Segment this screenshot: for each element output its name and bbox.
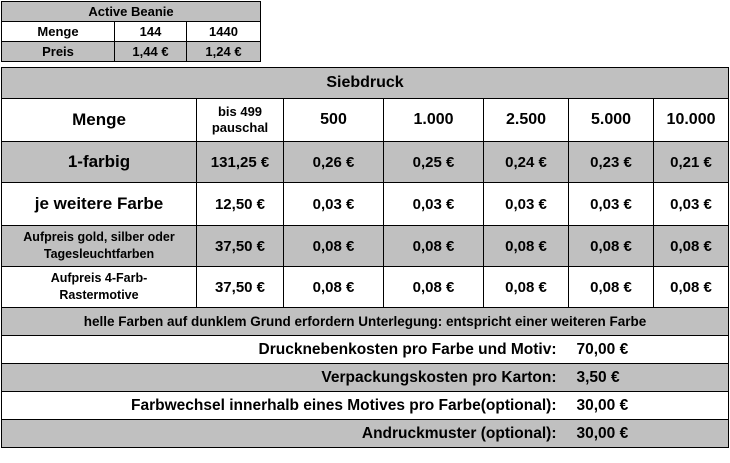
price-cell: 0,24 € — [484, 142, 569, 183]
price-cell: 0,08 € — [654, 267, 729, 308]
note-text: helle Farben auf dunklem Grund erfordern Unterlegung: entspricht einer weiteren Farbe — [2, 308, 729, 336]
row-label: je weitere Farbe — [2, 183, 197, 226]
price-cell: 12,50 € — [197, 183, 284, 226]
price-cell: 1,24 € — [187, 42, 261, 62]
price-cell: 1,44 € — [115, 42, 187, 62]
price-cell: 0,23 € — [569, 142, 654, 183]
table-row — [2, 183, 729, 226]
cost-row — [2, 392, 729, 420]
cost-row — [2, 336, 729, 364]
price-cell: 0,03 € — [569, 183, 654, 226]
price-cell: 0,03 € — [654, 183, 729, 226]
price-cell: 0,03 € — [384, 183, 484, 226]
quantity-header: 1.000 — [384, 99, 484, 142]
price-cell: 0,03 € — [484, 183, 569, 226]
quantity-cell: 1440 — [187, 22, 261, 42]
price-cell: 0,26 € — [284, 142, 384, 183]
flat-rate-line: pauschal — [211, 120, 269, 135]
table-row — [2, 226, 729, 267]
price-cell: 0,21 € — [654, 142, 729, 183]
price-cell: 0,08 € — [569, 226, 654, 267]
table-row — [2, 142, 729, 183]
price-label: Preis — [2, 42, 115, 62]
cost-row — [2, 364, 729, 392]
quantity-header: 2.500 — [484, 99, 569, 142]
cost-value: 30,00 € — [569, 392, 729, 420]
row-label-line: Tagesleuchtfarben — [43, 247, 155, 261]
flat-rate-line: bis 499 — [217, 104, 263, 119]
price-cell: 0,08 € — [384, 267, 484, 308]
cost-value: 70,00 € — [569, 336, 729, 364]
cost-value: 3,50 € — [569, 364, 729, 392]
price-cell: 0,08 € — [384, 226, 484, 267]
row-label-line: Rastermotive — [59, 288, 139, 302]
section-title: Siebdruck — [2, 68, 729, 99]
quantity-header-label: Menge — [2, 99, 197, 142]
price-cell: 0,08 € — [284, 267, 384, 308]
product-name: Active Beanie — [2, 2, 261, 22]
quantity-header: 5.000 — [569, 99, 654, 142]
quantity-header: 10.000 — [654, 99, 729, 142]
flat-rate-header — [197, 99, 284, 142]
cost-label: Farbwechsel innerhalb eines Motives pro Farbe(optional): — [2, 392, 569, 420]
price-cell: 37,50 € — [197, 267, 284, 308]
product-price-table — [1, 1, 261, 62]
row-label — [2, 267, 197, 308]
price-cell: 131,25 € — [197, 142, 284, 183]
quantity-header: 500 — [284, 99, 384, 142]
table-row — [2, 267, 729, 308]
cost-label: Verpackungskosten pro Karton: — [2, 364, 569, 392]
quantity-cell: 144 — [115, 22, 187, 42]
cost-label: Drucknebenkosten pro Farbe und Motiv: — [2, 336, 569, 364]
price-cell: 0,08 € — [484, 226, 569, 267]
row-label-line: Aufpreis 4-Farb- — [50, 271, 148, 285]
price-cell: 0,08 € — [484, 267, 569, 308]
price-cell: 0,25 € — [384, 142, 484, 183]
price-cell: 0,08 € — [284, 226, 384, 267]
price-cell: 0,08 € — [569, 267, 654, 308]
row-label: 1-farbig — [2, 142, 197, 183]
cost-row — [2, 420, 729, 448]
price-cell: 37,50 € — [197, 226, 284, 267]
cost-value: 30,00 € — [569, 420, 729, 448]
siebdruck-price-table — [1, 67, 729, 448]
row-label-line: Aufpreis gold, silber oder — [23, 230, 175, 244]
cost-label: Andruckmuster (optional): — [2, 420, 569, 448]
quantity-label: Menge — [2, 22, 115, 42]
row-label — [2, 226, 197, 267]
price-cell: 0,03 € — [284, 183, 384, 226]
price-cell: 0,08 € — [654, 226, 729, 267]
